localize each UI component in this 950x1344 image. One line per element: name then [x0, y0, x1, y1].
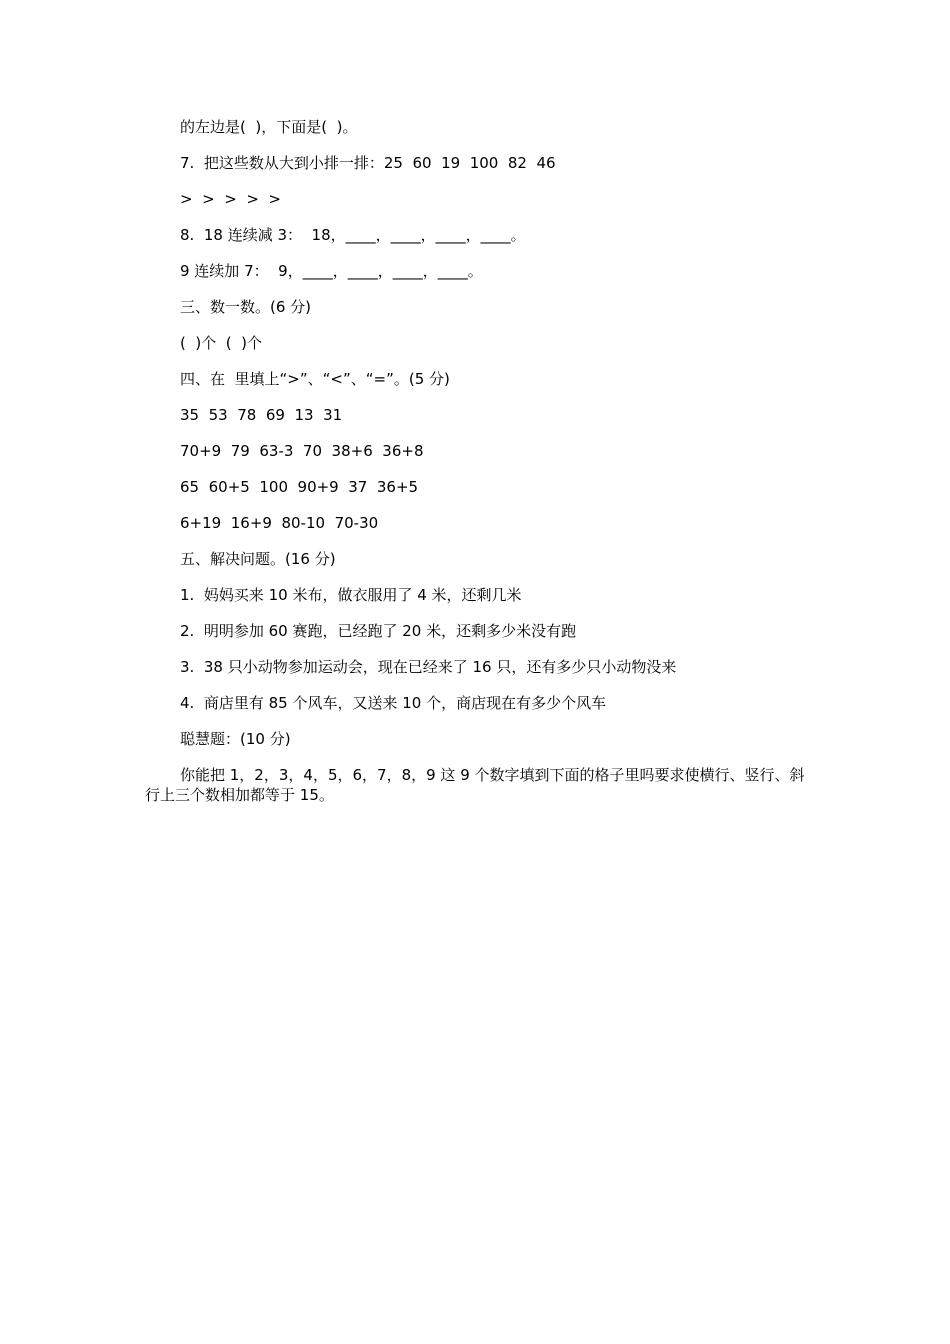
compare-row-2: 70+9 79 63-3 70 38+6 36+8 [180, 442, 424, 460]
section-4-heading: 四、在 里填上“>”、“<”、“=”。(5 分) [180, 370, 450, 388]
section-3-count-blanks: ( )个 ( )个 [180, 334, 263, 352]
problem-2: 2. 明明参加 60 赛跑，已经跑了 20 米，还剩多少米没有跑 [180, 622, 577, 640]
section-5-heading: 五、解决问题。(16 分) [180, 550, 336, 568]
compare-row-4: 6+19 16+9 80-10 70-30 [180, 514, 379, 532]
problem-3: 3. 38 只小动物参加运动会，现在已经来了 16 只，还有多少只小动物没来 [180, 658, 677, 676]
compare-row-3: 65 60+5 100 90+9 37 36+5 [180, 478, 419, 496]
q6-continuation: 的左边是( )，下面是( )。 [180, 118, 358, 136]
bonus-heading: 聪慧题：(10 分) [180, 730, 291, 748]
q8-subtract-sequence: 8. 18 连续减 3： 18，____，____，____，____。 [180, 226, 526, 244]
q7-question: 7. 把这些数从大到小排一排：25 60 19 100 82 46 [180, 154, 556, 172]
q8-add-sequence: 9 连续加 7： 9，____，____，____，____。 [180, 262, 483, 280]
q7-answer-blanks: > > > > > [180, 190, 281, 208]
section-3-heading: 三、数一数。(6 分) [180, 298, 312, 316]
problem-1: 1. 妈妈买来 10 米布，做衣服用了 4 米，还剩几米 [180, 586, 522, 604]
compare-row-1: 35 53 78 69 13 31 [180, 406, 343, 424]
problem-4: 4. 商店里有 85 个风车，又送来 10 个，商店现在有多少个风车 [180, 694, 607, 712]
bonus-question: 你能把 1，2，3，4，5，6，7，8，9 这 9 个数字填到下面的格子里吗要求使横行、竖行、斜行上三个数相加都等于 15。 [145, 766, 805, 804]
